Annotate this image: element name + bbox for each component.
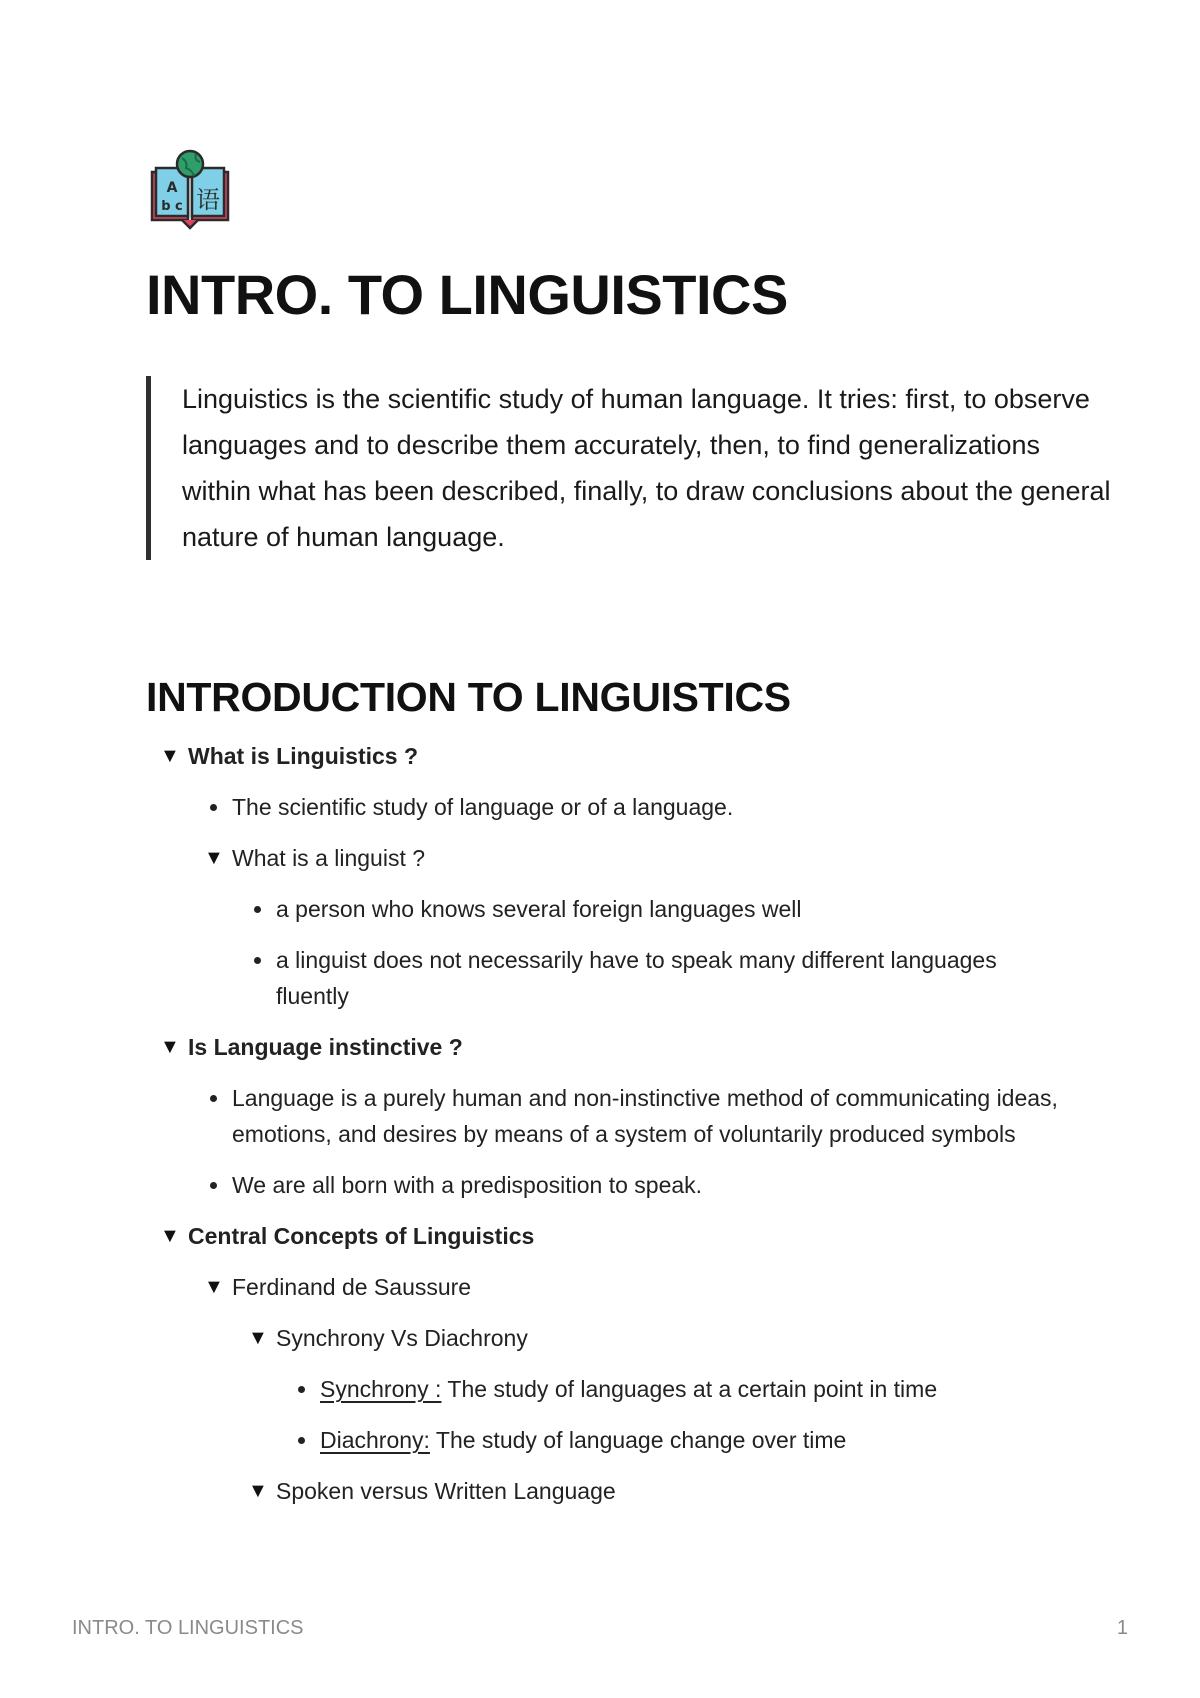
list-item-text: Language is a purely human and non-instinctive method of communicating ideas, emotions, and desires by means of a system of voluntarily produced symbols: [232, 1085, 1058, 1147]
outline: [160, 738, 1060, 1524]
toggle-triangle-icon[interactable]: ▼: [204, 1276, 224, 1298]
bullet-dot-icon: [298, 1386, 305, 1393]
list-item: [248, 891, 1060, 927]
list-item: [248, 942, 1060, 1014]
toggle-what-is-a-linguist[interactable]: [204, 840, 1060, 876]
toggle-ferdinand-de-saussure[interactable]: [204, 1269, 1060, 1305]
list-item-text: a linguist does not necessarily have to speak many different languages fluently: [276, 947, 997, 1009]
toggle-label: Central Concepts of Linguistics: [188, 1223, 535, 1249]
bullet-dot-icon: [254, 957, 261, 964]
page-number: 1: [1116, 1617, 1128, 1639]
language-book-globe-icon: [146, 148, 234, 230]
toggle-what-is-linguistics[interactable]: [160, 738, 1060, 774]
toggle-triangle-icon[interactable]: ▼: [248, 1327, 268, 1349]
toggle-triangle-icon[interactable]: ▼: [160, 1225, 180, 1247]
bullet-dot-icon: [298, 1437, 305, 1444]
quote-block: [146, 376, 1112, 560]
bullet-dot-icon: [210, 804, 217, 811]
toggle-is-language-instinctive[interactable]: [160, 1029, 1060, 1065]
bullet-dot-icon: [210, 1182, 217, 1189]
toggle-label: What is Linguistics ?: [188, 743, 419, 769]
toggle-label: Is Language instinctive ?: [188, 1034, 463, 1060]
list-item: [204, 1080, 1060, 1152]
footer-title: INTRO. TO LINGUISTICS: [72, 1617, 304, 1639]
bullet-dot-icon: [254, 906, 261, 913]
toggle-triangle-icon[interactable]: ▼: [160, 1036, 180, 1058]
bullet-dot-icon: [210, 1095, 217, 1102]
definition-synchrony: The study of languages at a certain point in time: [441, 1376, 938, 1402]
icon-glyph-a: A: [166, 180, 178, 196]
toggle-label: Ferdinand de Saussure: [232, 1274, 472, 1300]
toggle-central-concepts[interactable]: [160, 1218, 1060, 1254]
quote-text: Linguistics is the scientific study of human language. It tries: first, to observe languages and to describe them accurately, then, to find generalizations within what has been described, finally, to draw conclusions about the general nature of human language.: [182, 384, 1111, 552]
definition-diachrony: The study of language change over time: [429, 1427, 847, 1453]
toggle-label: Spoken versus Written Language: [276, 1478, 616, 1504]
toggle-synchrony-vs-diachrony[interactable]: [248, 1320, 1060, 1356]
icon-glyph-cjk: 语: [196, 186, 220, 214]
toggle-children: [204, 1269, 1060, 1509]
toggle-children: [248, 1320, 1060, 1509]
toggle-label: Synchrony Vs Diachrony: [276, 1325, 528, 1351]
list-item: [204, 789, 1060, 825]
toggle-children: [248, 891, 1060, 1014]
toggle-spoken-vs-written[interactable]: [248, 1473, 1060, 1509]
term-diachrony: Diachrony:: [320, 1427, 430, 1453]
list-item-text: a person who knows several foreign languages well: [276, 896, 802, 922]
page-title: INTRO. TO LINGUISTICS: [146, 263, 788, 326]
term-synchrony: Synchrony :: [320, 1376, 442, 1402]
icon-glyph-bc: b c: [161, 199, 183, 214]
toggle-triangle-icon[interactable]: ▼: [160, 745, 180, 767]
list-item: [292, 1422, 1060, 1458]
toggle-children: [204, 1080, 1060, 1203]
list-item: [204, 1167, 1060, 1203]
list-item-text: The scientific study of language or of a language.: [232, 794, 734, 820]
list-item: [292, 1371, 1060, 1407]
toggle-triangle-icon[interactable]: ▼: [248, 1480, 268, 1502]
list-item-text: We are all born with a predisposition to speak.: [232, 1172, 703, 1198]
toggle-label: What is a linguist ?: [232, 845, 426, 871]
toggle-children: [204, 789, 1060, 1014]
section-heading: INTRODUCTION TO LINGUISTICS: [146, 674, 791, 720]
toggle-triangle-icon[interactable]: ▼: [204, 847, 224, 869]
toggle-children: [292, 1371, 1060, 1458]
